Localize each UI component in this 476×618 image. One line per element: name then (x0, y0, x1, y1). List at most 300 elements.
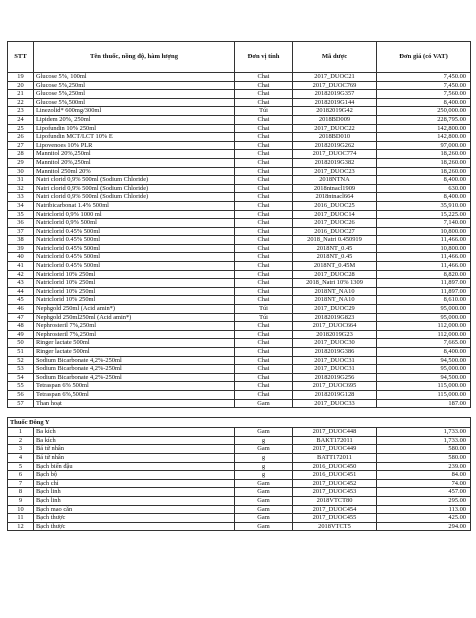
cell-stt: 22 (8, 98, 34, 107)
cell-price: 95,000.00 (377, 313, 471, 322)
cell-stt: 2 (8, 436, 34, 445)
cell-drug-code: 2017_DUOC31 (293, 356, 377, 365)
cell-stt: 38 (8, 236, 34, 245)
cell-drug-code: 2017_DUOC30 (293, 339, 377, 348)
cell-unit: Chai (235, 236, 293, 245)
cell-unit: Túi (235, 305, 293, 314)
table-row (8, 244, 471, 253)
table-row (8, 279, 471, 288)
table-row (8, 193, 471, 202)
cell-price: 94,500.00 (377, 356, 471, 365)
cell-drug-code: 2017_DUOC695 (293, 382, 377, 391)
table-row (8, 73, 471, 82)
cell-price: 11,897.00 (377, 279, 471, 288)
cell-drug-code: 20182019G357 (293, 90, 377, 99)
cell-stt: 39 (8, 244, 34, 253)
cell-drug-code: 20182019G128 (293, 390, 377, 399)
cell-unit: Gam (235, 514, 293, 523)
cell-drug-code: 2017_DUOC774 (293, 150, 377, 159)
cell-drug-code: 2018BD010 (293, 133, 377, 142)
cell-price: 8,400.00 (377, 193, 471, 202)
cell-stt: 37 (8, 227, 34, 236)
cell-drug-name: Ringer lactate 500ml (34, 339, 235, 348)
cell-drug-code: 2017_DUOC26 (293, 219, 377, 228)
cell-drug-code: 20182019G144 (293, 98, 377, 107)
cell-drug-code: 2017_DUOC14 (293, 210, 377, 219)
cell-drug-code: 2018NTNA (293, 176, 377, 185)
cell-drug-code: 2017_DUOC31 (293, 365, 377, 374)
cell-price: 18,260.00 (377, 158, 471, 167)
cell-unit: Gam (235, 488, 293, 497)
table-row (8, 98, 471, 107)
cell-price: 95,000.00 (377, 365, 471, 374)
cell-drug-code: 2018ntnacl1909 (293, 184, 377, 193)
table-row (8, 253, 471, 262)
cell-unit: Chai (235, 373, 293, 382)
cell-drug-name: Natri clorid 0,9% 500ml (Sodium Chloride) (34, 184, 235, 193)
table-row (8, 522, 471, 531)
table-row (8, 201, 471, 210)
cell-unit: Chai (235, 244, 293, 253)
drug-price-sheet (7, 41, 470, 531)
cell-stt: 10 (8, 505, 34, 514)
table-row (8, 115, 471, 124)
cell-drug-name: Natriclorid 0,9% 1000 ml (34, 210, 235, 219)
cell-stt: 36 (8, 219, 34, 228)
cell-unit: Chai (235, 382, 293, 391)
cell-drug-code: 2018ntnacl664 (293, 193, 377, 202)
cell-drug-name: Mannitol 250ml 20% (34, 167, 235, 176)
cell-stt: 34 (8, 201, 34, 210)
cell-drug-name: Nephgold 250ml (Acid amin*) (34, 305, 235, 314)
table-row (8, 436, 471, 445)
cell-price: 84.00 (377, 471, 471, 480)
cell-drug-name: Than hoạt (34, 399, 235, 408)
cell-drug-name: Bạch chỉ (34, 479, 235, 488)
table-row (8, 356, 471, 365)
cell-drug-code: 2018NT_0.45 (293, 253, 377, 262)
cell-drug-code: 2018_Natri 10% 1309 (293, 279, 377, 288)
cell-drug-name: Bạch linh (34, 496, 235, 505)
cell-drug-code: 2017_DUOC449 (293, 445, 377, 454)
cell-drug-name: Bạch thược (34, 514, 235, 523)
cell-price: 8,610.00 (377, 296, 471, 305)
cell-drug-name: Glucose 5%,500ml (34, 98, 235, 107)
cell-price: 580.00 (377, 445, 471, 454)
cell-unit: Chai (235, 150, 293, 159)
cell-price: 11,466.00 (377, 253, 471, 262)
cell-unit: Gam (235, 522, 293, 531)
cell-price: 457.00 (377, 488, 471, 497)
cell-unit: Gam (235, 479, 293, 488)
table-row (8, 488, 471, 497)
cell-stt: 12 (8, 522, 34, 531)
cell-price: 115,000.00 (377, 382, 471, 391)
cell-drug-code: 2017_DUOC21 (293, 73, 377, 82)
cell-drug-name: Natriclorid 0.45% 500ml (34, 253, 235, 262)
cell-stt: 32 (8, 184, 34, 193)
cell-unit: Chai (235, 133, 293, 142)
cell-unit: g (235, 462, 293, 471)
cell-drug-code: 2018NT_NA10 (293, 296, 377, 305)
table-row (8, 81, 471, 90)
cell-price: 11,466.00 (377, 236, 471, 245)
cell-price: 8,400.00 (377, 98, 471, 107)
cell-price: 11,466.00 (377, 262, 471, 271)
cell-price: 10,800.00 (377, 244, 471, 253)
table-row (8, 287, 471, 296)
cell-stt: 57 (8, 399, 34, 408)
cell-unit: Chai (235, 210, 293, 219)
cell-unit: Chai (235, 141, 293, 150)
cell-drug-code: 20182019G256 (293, 373, 377, 382)
cell-drug-name: Bạch thược (34, 522, 235, 531)
cell-unit: Chai (235, 90, 293, 99)
cell-unit: Gam (235, 428, 293, 437)
table-row (8, 227, 471, 236)
cell-price: 142,800.00 (377, 124, 471, 133)
table-row (8, 184, 471, 193)
table-body (8, 73, 471, 531)
cell-stt: 48 (8, 322, 34, 331)
cell-price: 142,800.00 (377, 133, 471, 142)
cell-unit: Chai (235, 219, 293, 228)
cell-stt: 28 (8, 150, 34, 159)
cell-unit: Chai (235, 322, 293, 331)
cell-price: 630.00 (377, 184, 471, 193)
cell-unit: g (235, 453, 293, 462)
cell-unit: Chai (235, 201, 293, 210)
cell-drug-code: 2016_DUOC450 (293, 462, 377, 471)
cell-stt: 56 (8, 390, 34, 399)
cell-drug-name: Mannitol 20%,250ml (34, 158, 235, 167)
cell-stt: 1 (8, 428, 34, 437)
cell-stt: 4 (8, 453, 34, 462)
cell-unit: Chai (235, 227, 293, 236)
cell-drug-code: BATT172011 (293, 453, 377, 462)
cell-drug-code: 20182019G42 (293, 107, 377, 116)
cell-stt: 27 (8, 141, 34, 150)
cell-drug-code: 2018NT_0.45M (293, 262, 377, 271)
cell-price: 7,140.00 (377, 219, 471, 228)
cell-drug-code: 2017_DUOC448 (293, 428, 377, 437)
cell-unit: Túi (235, 313, 293, 322)
cell-drug-name: Natriclorid 0.45% 500ml (34, 244, 235, 253)
cell-price: 115,000.00 (377, 390, 471, 399)
cell-price: 8,400.00 (377, 348, 471, 357)
cell-drug-code: 2017_DUOC769 (293, 81, 377, 90)
table-row (8, 399, 471, 408)
cell-drug-name: Glucose 5%, 100ml (34, 73, 235, 82)
cell-unit: Chai (235, 124, 293, 133)
table-row (8, 462, 471, 471)
cell-drug-name: Tetraspan 6%,500ml (34, 390, 235, 399)
table-row (8, 167, 471, 176)
cell-drug-code: 2017_DUOC664 (293, 322, 377, 331)
cell-drug-name: Natriclorid 10% 250ml (34, 296, 235, 305)
cell-drug-name: Lipidem 20%, 250ml (34, 115, 235, 124)
cell-drug-name: Bạch biển đậu (34, 462, 235, 471)
cell-stt: 30 (8, 167, 34, 176)
cell-stt: 26 (8, 133, 34, 142)
cell-drug-name: Lipofundin 10% 250ml (34, 124, 235, 133)
cell-stt: 44 (8, 287, 34, 296)
cell-stt: 8 (8, 488, 34, 497)
cell-price: 294.00 (377, 522, 471, 531)
table-row (8, 296, 471, 305)
table-row (8, 339, 471, 348)
cell-drug-name: Nephrosteril 7%,250ml (34, 330, 235, 339)
cell-drug-name: Bạch linh (34, 488, 235, 497)
cell-drug-code: 2017_DUOC455 (293, 514, 377, 523)
cell-drug-name: Natri clorid 0,9% 500ml (Sodium Chloride) (34, 176, 235, 185)
table-row (8, 445, 471, 454)
cell-unit: Chai (235, 356, 293, 365)
cell-price: 15,225.00 (377, 210, 471, 219)
table-row (8, 453, 471, 462)
header-drug-name: Tên thuốc, nồng độ, hàm lượng (34, 42, 235, 73)
cell-drug-code: 2017_DUOC33 (293, 399, 377, 408)
cell-drug-name: Tetraspan 6% 500ml (34, 382, 235, 391)
cell-price: 18,260.00 (377, 167, 471, 176)
cell-unit: Chai (235, 348, 293, 357)
cell-unit: Chai (235, 115, 293, 124)
cell-unit: Chai (235, 81, 293, 90)
cell-unit: Chai (235, 287, 293, 296)
cell-drug-name: Ringer lactate 500ml (34, 348, 235, 357)
table-row (8, 382, 471, 391)
cell-unit: Chai (235, 176, 293, 185)
cell-unit: Chai (235, 279, 293, 288)
cell-drug-name: Ba kích (34, 436, 235, 445)
cell-drug-code: 2017_DUOC23 (293, 167, 377, 176)
table-row (8, 150, 471, 159)
cell-drug-name: Natriclorid 0,9% 500ml (34, 219, 235, 228)
table-row (8, 505, 471, 514)
cell-unit: Chai (235, 98, 293, 107)
cell-drug-code: 2017_DUOC452 (293, 479, 377, 488)
cell-stt: 42 (8, 270, 34, 279)
cell-drug-name: Mannitol 20%,250ml (34, 150, 235, 159)
table-row (8, 471, 471, 480)
cell-stt: 25 (8, 124, 34, 133)
cell-unit: Gam (235, 445, 293, 454)
section-spacer (8, 408, 471, 418)
cell-price: 113.00 (377, 505, 471, 514)
table-row (8, 348, 471, 357)
cell-drug-name: Bạch bộ (34, 471, 235, 480)
table-row (8, 176, 471, 185)
cell-drug-name: Sodium Bicarbonate 4,2%-250ml (34, 373, 235, 382)
cell-drug-code: 2018NT_NA10 (293, 287, 377, 296)
cell-unit: Gam (235, 505, 293, 514)
cell-price: 7,560.00 (377, 90, 471, 99)
table-row (8, 428, 471, 437)
cell-unit: Chai (235, 339, 293, 348)
cell-price: 95,000.00 (377, 305, 471, 314)
table-row (8, 479, 471, 488)
table-row (8, 313, 471, 322)
header-unit: Đơn vị tính (235, 42, 293, 73)
cell-stt: 41 (8, 262, 34, 271)
cell-price: 11,897.00 (377, 287, 471, 296)
cell-unit: Gam (235, 399, 293, 408)
cell-unit: Chai (235, 184, 293, 193)
cell-price: 1,733.00 (377, 428, 471, 437)
cell-drug-name: Lipovenoes 10% PLR (34, 141, 235, 150)
table-row (8, 158, 471, 167)
cell-price: 228,795.00 (377, 115, 471, 124)
cell-unit: Túi (235, 107, 293, 116)
cell-price: 10,800.00 (377, 227, 471, 236)
cell-drug-code: 2018VTCT80 (293, 496, 377, 505)
cell-drug-name: Sodium Bicarbonate 4,2%-250ml (34, 356, 235, 365)
cell-stt: 55 (8, 382, 34, 391)
cell-price: 112,000.00 (377, 330, 471, 339)
cell-unit: Chai (235, 253, 293, 262)
table-row (8, 270, 471, 279)
table-row (8, 262, 471, 271)
cell-stt: 53 (8, 365, 34, 374)
table-row (8, 496, 471, 505)
cell-price: 94,500.00 (377, 373, 471, 382)
table-row (8, 219, 471, 228)
cell-unit: g (235, 471, 293, 480)
cell-stt: 21 (8, 90, 34, 99)
table-row (8, 390, 471, 399)
cell-drug-code: 2017_DUOC29 (293, 305, 377, 314)
section-title: Thuốc Đông Y (8, 418, 471, 428)
cell-price: 250,000.00 (377, 107, 471, 116)
cell-drug-name: Glucose 5%,250ml (34, 90, 235, 99)
cell-price: 187.00 (377, 399, 471, 408)
cell-unit: Chai (235, 262, 293, 271)
cell-unit: Chai (235, 365, 293, 374)
cell-stt: 19 (8, 73, 34, 82)
cell-stt: 29 (8, 158, 34, 167)
drug-price-table (7, 41, 471, 531)
spacer-cell (8, 408, 471, 418)
section-header-row (8, 418, 471, 428)
header-price: Đơn giá (có VAT) (377, 42, 471, 73)
cell-stt: 20 (8, 81, 34, 90)
header-drug-code: Mã dược (293, 42, 377, 73)
cell-price: 8,400.00 (377, 176, 471, 185)
cell-stt: 40 (8, 253, 34, 262)
cell-drug-name: Nephrosteril 7%,250ml (34, 322, 235, 331)
cell-drug-name: Glucose 5%,250ml (34, 81, 235, 90)
cell-drug-name: Natriclorid 10% 250ml (34, 287, 235, 296)
cell-price: 74.00 (377, 479, 471, 488)
table-row (8, 107, 471, 116)
cell-stt: 51 (8, 348, 34, 357)
table-row (8, 124, 471, 133)
cell-drug-name: Ba kích (34, 428, 235, 437)
table-row (8, 305, 471, 314)
cell-drug-name: Natriclorid 0.45% 500ml (34, 236, 235, 245)
cell-stt: 7 (8, 479, 34, 488)
cell-unit: Chai (235, 390, 293, 399)
cell-price: 7,665.00 (377, 339, 471, 348)
table-row (8, 90, 471, 99)
cell-drug-code: 20182019G23 (293, 330, 377, 339)
cell-drug-name: Natriclorid 0.45% 500ml (34, 262, 235, 271)
cell-price: 295.00 (377, 496, 471, 505)
cell-drug-code: 2017_DUOC22 (293, 124, 377, 133)
cell-drug-name: Bạch mao căn (34, 505, 235, 514)
cell-stt: 31 (8, 176, 34, 185)
table-row (8, 236, 471, 245)
cell-unit: Chai (235, 193, 293, 202)
cell-drug-code: 20182019G386 (293, 348, 377, 357)
cell-drug-name: Natriclorid 10% 250ml (34, 270, 235, 279)
cell-stt: 43 (8, 279, 34, 288)
cell-stt: 54 (8, 373, 34, 382)
cell-price: 7,450.00 (377, 73, 471, 82)
cell-unit: Chai (235, 296, 293, 305)
cell-drug-name: Linezolid* 600mg/300ml (34, 107, 235, 116)
cell-drug-name: Natriclorid 10% 250ml (34, 279, 235, 288)
cell-drug-code: BAKT172011 (293, 436, 377, 445)
cell-price: 1,733.00 (377, 436, 471, 445)
cell-unit: Chai (235, 73, 293, 82)
cell-drug-code: 2018_Natri 0.450919 (293, 236, 377, 245)
cell-drug-code: 20182019G262 (293, 141, 377, 150)
table-row (8, 365, 471, 374)
cell-unit: Gam (235, 496, 293, 505)
cell-drug-code: 2017_DUOC454 (293, 505, 377, 514)
cell-drug-name: Natribicarbonat 1.4% 500ml (34, 201, 235, 210)
cell-stt: 52 (8, 356, 34, 365)
cell-price: 425.00 (377, 514, 471, 523)
cell-stt: 45 (8, 296, 34, 305)
cell-price: 7,450.00 (377, 81, 471, 90)
cell-drug-code: 2017_DUOC453 (293, 488, 377, 497)
table-row (8, 373, 471, 382)
table-row (8, 141, 471, 150)
cell-drug-name: Bá tử nhân (34, 445, 235, 454)
cell-price: 8,820.00 (377, 270, 471, 279)
table-row (8, 330, 471, 339)
cell-drug-code: 2017_DUOC28 (293, 270, 377, 279)
cell-stt: 46 (8, 305, 34, 314)
table-row (8, 514, 471, 523)
cell-drug-code: 2018VTCT5 (293, 522, 377, 531)
cell-unit: Chai (235, 158, 293, 167)
table-row (8, 322, 471, 331)
cell-drug-name: Bá tử nhân (34, 453, 235, 462)
cell-stt: 23 (8, 107, 34, 116)
cell-drug-name: Nephgold 250ml250ml (Acid amin*) (34, 313, 235, 322)
header-stt: STT (8, 42, 34, 73)
cell-drug-code: 2018NT_0.45 (293, 244, 377, 253)
cell-stt: 11 (8, 514, 34, 523)
cell-stt: 33 (8, 193, 34, 202)
cell-drug-code: 2016_DUOC451 (293, 471, 377, 480)
cell-price: 18,260.00 (377, 150, 471, 159)
cell-stt: 47 (8, 313, 34, 322)
cell-drug-code: 2016_DUOC27 (293, 227, 377, 236)
cell-price: 112,000.00 (377, 322, 471, 331)
cell-price: 580.00 (377, 453, 471, 462)
cell-drug-name: Sodium Bicarbonate 4,2%-250ml (34, 365, 235, 374)
cell-unit: Chai (235, 270, 293, 279)
cell-unit: Chai (235, 330, 293, 339)
cell-stt: 5 (8, 462, 34, 471)
cell-stt: 35 (8, 210, 34, 219)
cell-drug-name: Natri clorid 0,9% 500ml (Sodium Chloride) (34, 193, 235, 202)
cell-drug-code: 2018BD009 (293, 115, 377, 124)
